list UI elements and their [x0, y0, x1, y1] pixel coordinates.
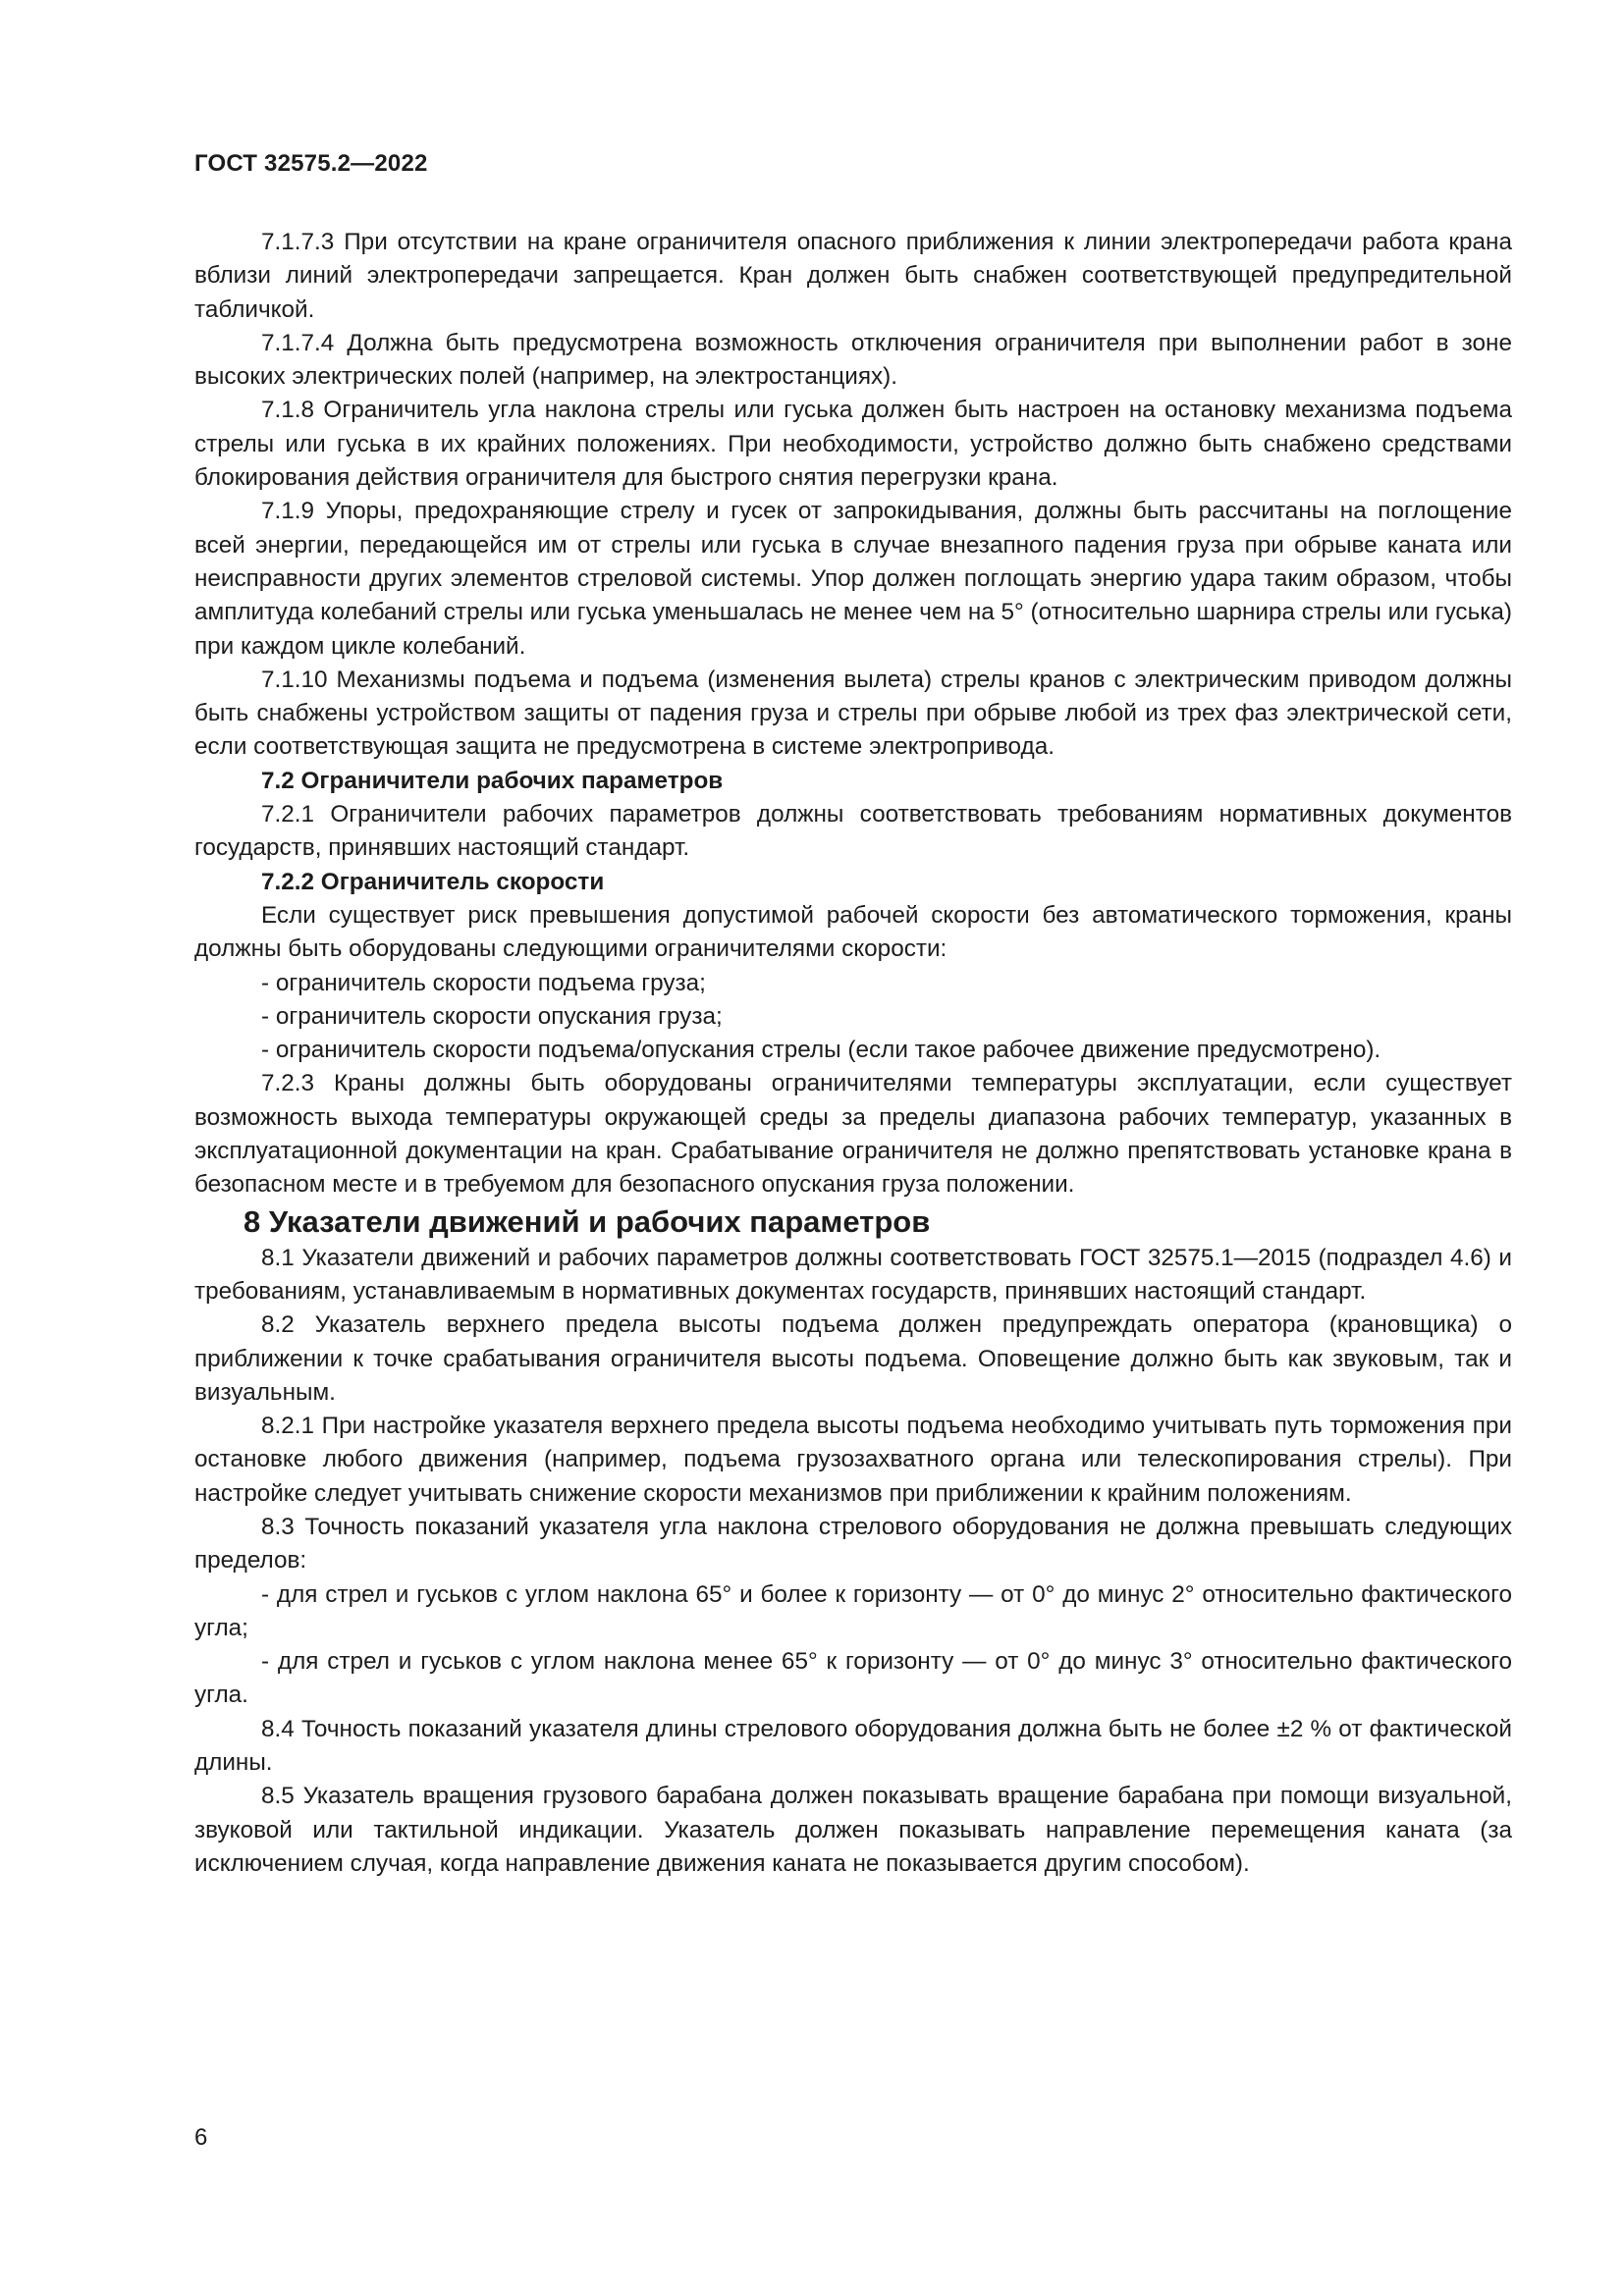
list-item-8-3-a: - для стрел и гуськов с углом наклона 65° и более к горизонту — от 0° до минус 2° относительно фактического угла;	[194, 1580, 1512, 1641]
paragraph-7-1-7-3: 7.1.7.3 При отсутствии на кране ограничителя опасного приближения к линии электропередачи работа крана вблизи линий электропередачи запрещается. Кран должен быть снабжен соответствующей предупредительной табличкой.	[194, 229, 1512, 323]
paragraph-7-1-8: 7.1.8 Ограничитель угла наклона стрелы или гуська должен быть настроен на остановку механизма подъема стрелы или гуська в их крайних положениях. При необходимости, устройство должно быть снабжено средствами блокирования действия ограничителя для быстрого снятия перегрузки крана.	[194, 397, 1512, 492]
paragraph-8-2-1: 8.2.1 При настройке указателя верхнего предела высоты подъема необходимо учитывать путь торможения при остановке любого движения (например, подъема грузозахватного органа или телескопирования стрелы). При настройке следует учитывать снижение скорости механизмов при приближении к крайним положениям.	[194, 1413, 1512, 1507]
paragraph-7-2-3: 7.2.3 Краны должны быть оборудованы ограничителями температуры эксплуатации, если существует возможность выхода температуры окружающей среды за пределы диапазона рабочих температур, указанных в эксплуатационной документации на кран. Срабатывание ограничителя не должно препятствовать установке крана в безопасном месте и в требуемом для безопасного опускания груза положении.	[194, 1070, 1512, 1199]
document-body	[194, 226, 1512, 1881]
paragraph-8-4: 8.4 Точность показаний указателя длины стрелового оборудования должна быть не более ±2 % от фактической длины.	[194, 1715, 1512, 1777]
list-item-7-2-2-a: - ограничитель скорости подъема груза;	[261, 969, 706, 996]
paragraph-7-1-7-4: 7.1.7.4 Должна быть предусмотрена возможность отключения ограничителя при выполнении работ в зоне высоких электрических полей (например, на электростанциях).	[194, 329, 1512, 391]
list-item-7-2-2-b: - ограничитель скорости опускания груза;	[261, 1002, 723, 1030]
paragraph-8-3: 8.3 Точность показаний указателя угла наклона стрелового оборудования не должна превышать следующих пределов:	[194, 1513, 1512, 1575]
heading-7-2: 7.2 Ограничители рабочих параметров	[261, 767, 724, 794]
heading-7-2-2: 7.2.2 Ограничитель скорости	[261, 868, 605, 895]
document-header: ГОСТ 32575.2—2022	[194, 150, 428, 177]
list-item-8-3-b: - для стрел и гуськов с углом наклона менее 65° к горизонту — от 0° до минус 3° относительно фактического угла.	[194, 1648, 1512, 1709]
paragraph-7-1-9: 7.1.9 Упоры, предохраняющие стрелу и гусек от запрокидывания, должны быть рассчитаны на поглощение всей энергии, передающейся им от стрелы или гуська в случае внезапного падения груза при обрыве каната или неисправности других элементов стреловой системы. Упор должен поглощать энергию удара таким образом, чтобы амплитуда колебаний стрелы или гуська уменьшалась не менее чем на 5° (относительно шарнира стрелы или гуська) при каждом цикле колебаний.	[194, 498, 1512, 660]
paragraph-8-1: 8.1 Указатели движений и рабочих параметров должны соответствовать ГОСТ 32575.1—2015 (подраздел 4.6) и требованиям, устанавливаемым в нормативных документах государств, принявших настоящий стандарт.	[194, 1244, 1512, 1305]
paragraph-8-5: 8.5 Указатель вращения грузового барабана должен показывать вращение барабана при помощи визуальной, звуковой или тактильной индикации. Указатель должен показывать направление перемещения каната (за исключением случая, когда направление движения каната не показывается другим способом).	[194, 1783, 1512, 1877]
list-item-7-2-2-c: - ограничитель скорости подъема/опускания стрелы (если такое рабочее движение предусмотрено).	[261, 1037, 1381, 1064]
paragraph-8-2: 8.2 Указатель верхнего предела высоты подъема должен предупреждать оператора (крановщика) о приближении к точке срабатывания ограничителя высоты подъема. Оповещение должно быть как звуковым, так и визуальным.	[194, 1311, 1512, 1406]
paragraph-7-2-1: 7.2.1 Ограничители рабочих параметров должны соответствовать требованиям нормативных документов государств, принявших настоящий стандарт.	[194, 801, 1512, 862]
paragraph-7-2-2: Если существует риск превышения допустимой рабочей скорости без автоматического торможения, краны должны быть оборудованы следующими ограничителями скорости:	[194, 901, 1512, 963]
page-number: 6	[194, 2124, 208, 2151]
paragraph-7-1-10: 7.1.10 Механизмы подъема и подъема (изменения вылета) стрелы кранов с электрическим приводом должны быть снабжены устройством защиты от падения груза и стрелы при обрыве любой из трех фаз электрической сети, если соответствующая защита не предусмотрена в системе электропривода.	[194, 666, 1512, 761]
section-heading-8: 8 Указатели движений и рабочих параметров	[244, 1203, 931, 1239]
